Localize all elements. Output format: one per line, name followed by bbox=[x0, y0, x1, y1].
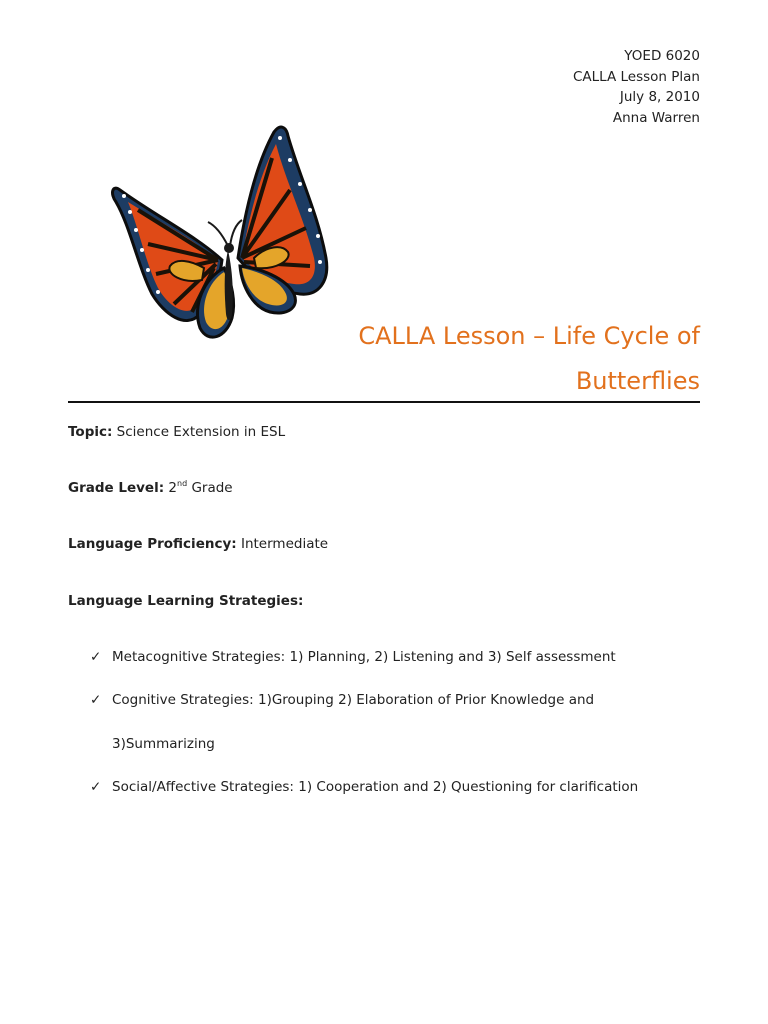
checkmark-icon: ✓ bbox=[90, 779, 102, 795]
list-item bbox=[90, 692, 594, 708]
document-header bbox=[573, 46, 700, 128]
proficiency-field bbox=[68, 536, 328, 552]
grade-level-ordinal: nd bbox=[177, 479, 188, 488]
document-title bbox=[280, 314, 700, 404]
proficiency-value: Intermediate bbox=[236, 536, 329, 552]
document-type: CALLA Lesson Plan bbox=[572, 68, 700, 85]
title-divider bbox=[68, 401, 700, 403]
title-line-2: Butterflies bbox=[575, 367, 700, 395]
checkmark-icon: ✓ bbox=[90, 649, 102, 665]
document-date: July 8, 2010 bbox=[619, 89, 700, 105]
course-code: YOED 6020 bbox=[624, 48, 700, 64]
strategy-text: Cognitive Strategies: 1)Grouping 2) Elaboration of Prior Knowledge and bbox=[112, 692, 595, 708]
author-name: Anna Warren bbox=[612, 109, 700, 126]
strategies-label: Language Learning Strategies: bbox=[68, 593, 304, 609]
strategy-text: Metacognitive Strategies: 1) Planning, 2) Listening and 3) Self assessment bbox=[112, 649, 616, 665]
strategy-continuation: 3)Summarizing bbox=[112, 736, 215, 752]
title-line-1: CALLA Lesson – Life Cycle of bbox=[358, 322, 700, 350]
strategies-heading bbox=[68, 593, 303, 609]
proficiency-label: Language Proficiency: bbox=[68, 536, 237, 552]
grade-level-label: Grade Level: bbox=[68, 480, 165, 496]
checkmark-icon: ✓ bbox=[90, 692, 102, 708]
grade-level-number: 2 bbox=[164, 480, 177, 496]
topic-label: Topic: bbox=[68, 424, 113, 440]
topic-value: Science Extension in ESL bbox=[112, 424, 286, 440]
list-item bbox=[90, 649, 616, 665]
grade-level-field bbox=[68, 480, 233, 496]
grade-level-suffix: Grade bbox=[187, 480, 233, 496]
topic-field bbox=[68, 424, 285, 440]
strategy-text: Social/Affective Strategies: 1) Cooperation and 2) Questioning for clarification bbox=[112, 779, 639, 795]
list-item bbox=[90, 779, 638, 795]
